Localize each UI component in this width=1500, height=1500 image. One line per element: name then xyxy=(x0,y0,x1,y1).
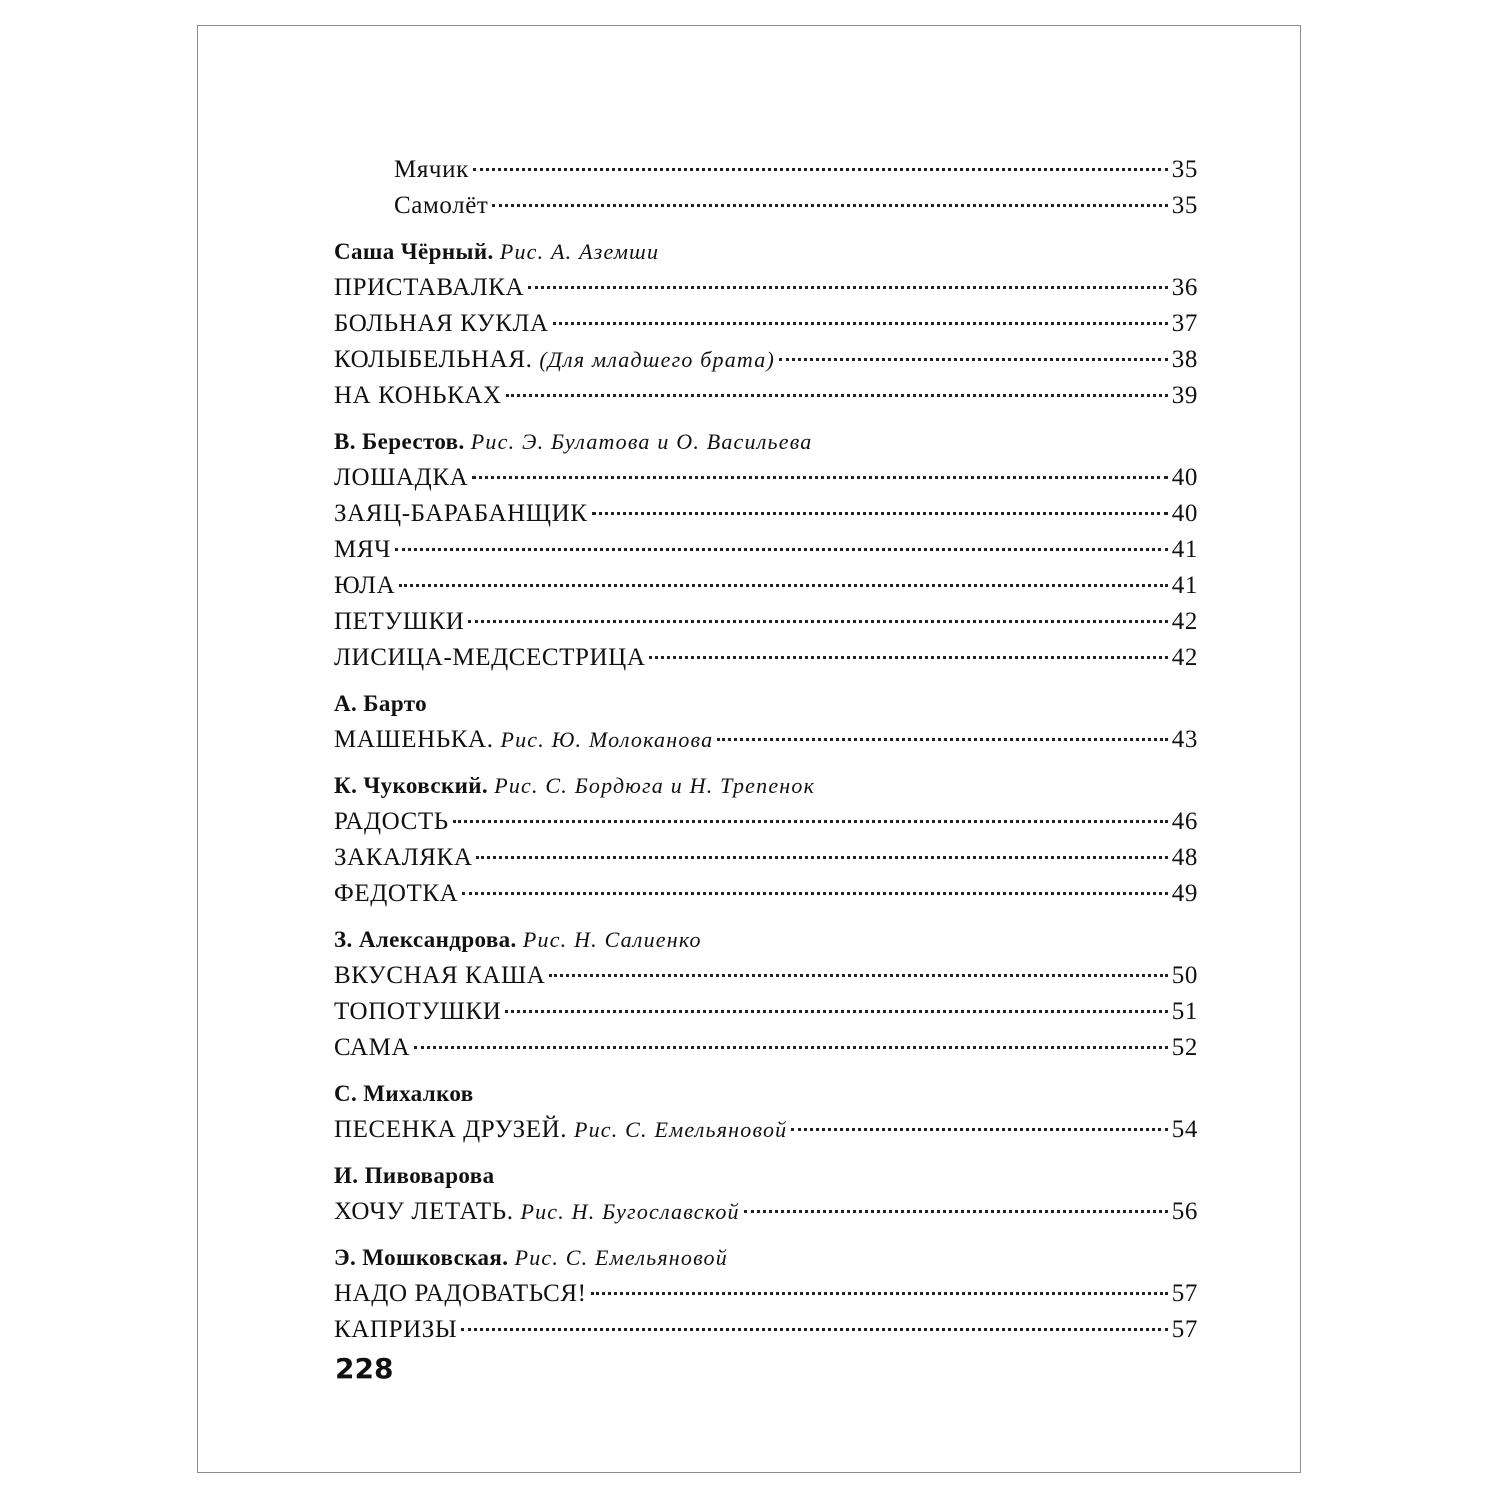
toc-section xyxy=(334,1158,1198,1230)
author-name: И. Пивоварова xyxy=(334,1163,495,1188)
toc-entry[interactable] xyxy=(334,804,1198,840)
entry-title: ЛИСИЦА-МЕДСЕСТРИЦА xyxy=(334,644,646,671)
toc-entry[interactable] xyxy=(334,568,1198,604)
entry-page: 40 xyxy=(1171,500,1198,527)
entry-page: 36 xyxy=(1171,274,1198,301)
toc-entry[interactable] xyxy=(334,722,1198,758)
author-heading xyxy=(334,686,1198,722)
page-number: 228 xyxy=(335,1352,394,1385)
author-heading xyxy=(334,768,1198,804)
author-name: А. Барто xyxy=(334,691,427,716)
dot-leader xyxy=(473,168,1168,171)
toc-section xyxy=(334,234,1198,414)
entry-page: 50 xyxy=(1171,962,1198,989)
toc-entry[interactable] xyxy=(334,188,1198,224)
entry-title: ПЕСЕНКА ДРУЗЕЙ. Рис. С. Емельяновой xyxy=(334,1116,788,1143)
toc-entry[interactable] xyxy=(334,152,1198,188)
entry-page: 42 xyxy=(1171,608,1198,635)
author-heading xyxy=(334,1076,1198,1112)
dot-leader xyxy=(549,974,1167,977)
entry-page: 35 xyxy=(1171,156,1198,183)
entry-title: ЛОШАДКА xyxy=(334,464,469,491)
dot-leader xyxy=(779,358,1168,361)
dot-leader xyxy=(462,892,1167,895)
entry-title: ТОПОТУШКИ xyxy=(334,998,502,1025)
entry-title: ВКУСНАЯ КАША xyxy=(334,962,546,989)
entry-page: 54 xyxy=(1171,1116,1198,1143)
toc-entry[interactable] xyxy=(334,994,1198,1030)
dot-leader xyxy=(649,656,1167,659)
toc-entry[interactable] xyxy=(334,840,1198,876)
toc-section xyxy=(334,152,1198,224)
dot-leader xyxy=(453,820,1168,823)
entry-page: 48 xyxy=(1171,844,1198,871)
entry-title: НА КОНЬКАХ xyxy=(334,382,502,409)
author-heading xyxy=(334,922,1198,958)
entry-page: 42 xyxy=(1171,644,1198,671)
illustrator-credit: Рис. Н. Салиенко xyxy=(522,927,702,952)
dot-leader xyxy=(414,1046,1168,1049)
table-of-contents xyxy=(334,152,1198,1348)
entry-page: 38 xyxy=(1171,346,1198,373)
entry-title: КАПРИЗЫ xyxy=(334,1316,458,1343)
entry-title: ЗАЯЦ-БАРАБАНЩИК xyxy=(334,500,588,527)
dot-leader xyxy=(476,856,1167,859)
dot-leader xyxy=(505,1010,1167,1013)
entry-page: 52 xyxy=(1171,1034,1198,1061)
toc-section xyxy=(334,424,1198,676)
entry-page: 49 xyxy=(1171,880,1198,907)
illustrator-credit: Рис. С. Емельяновой xyxy=(514,1245,728,1270)
author-heading xyxy=(334,1158,1198,1194)
entry-page: 57 xyxy=(1171,1316,1198,1343)
author-heading xyxy=(334,424,1198,460)
entry-page: 40 xyxy=(1171,464,1198,491)
toc-entry[interactable] xyxy=(334,460,1198,496)
dot-leader xyxy=(592,512,1168,515)
toc-section xyxy=(334,922,1198,1066)
dot-leader xyxy=(461,1328,1168,1331)
entry-title: РАДОСТЬ xyxy=(334,808,449,835)
entry-page: 41 xyxy=(1171,536,1198,563)
dot-leader xyxy=(528,286,1168,289)
entry-title: ФЕДОТКА xyxy=(334,880,459,907)
author-name: С. Михалков xyxy=(334,1081,474,1106)
dot-leader xyxy=(506,394,1168,397)
dot-leader xyxy=(791,1128,1167,1131)
entry-title: САМА xyxy=(334,1034,411,1061)
toc-section xyxy=(334,1240,1198,1348)
author-name: Саша Чёрный. xyxy=(334,239,494,264)
entry-title: Мячик xyxy=(394,156,469,183)
toc-section xyxy=(334,686,1198,758)
toc-entry[interactable] xyxy=(334,640,1198,676)
entry-page: 57 xyxy=(1171,1280,1198,1307)
toc-entry[interactable] xyxy=(334,306,1198,342)
author-name: В. Берестов. xyxy=(334,429,465,454)
toc-entry[interactable] xyxy=(334,1276,1198,1312)
dot-leader xyxy=(395,548,1168,551)
toc-section xyxy=(334,1076,1198,1148)
toc-entry[interactable] xyxy=(334,876,1198,912)
dot-leader xyxy=(591,1292,1168,1295)
dot-leader xyxy=(399,584,1168,587)
entry-title: МЯЧ xyxy=(334,536,391,563)
entry-page: 41 xyxy=(1171,572,1198,599)
illustrator-credit: Рис. С. Бордюга и Н. Трепенок xyxy=(494,773,816,798)
entry-title: Самолёт xyxy=(394,192,489,219)
dot-leader xyxy=(717,738,1167,741)
toc-entry[interactable] xyxy=(334,496,1198,532)
entry-title: МАШЕНЬКА. Рис. Ю. Молоканова xyxy=(334,726,714,753)
toc-entry[interactable] xyxy=(334,270,1198,306)
entry-page: 51 xyxy=(1171,998,1198,1025)
toc-section xyxy=(334,768,1198,912)
toc-entry[interactable] xyxy=(334,1194,1198,1230)
toc-entry[interactable] xyxy=(334,1312,1198,1348)
dot-leader xyxy=(744,1210,1168,1213)
entry-title: ЮЛА xyxy=(334,572,396,599)
entry-page: 56 xyxy=(1171,1198,1198,1225)
toc-entry[interactable] xyxy=(334,1030,1198,1066)
dot-leader xyxy=(492,204,1167,207)
entry-note: (Для младшего брата) xyxy=(539,347,776,372)
dot-leader xyxy=(553,322,1168,325)
entry-note: Рис. Н. Бугославской xyxy=(520,1199,740,1224)
entry-page: 39 xyxy=(1171,382,1198,409)
illustrator-credit: Рис. Э. Булатова и О. Васильева xyxy=(470,429,813,454)
author-name: К. Чуковский. xyxy=(334,773,489,798)
entry-title: ПЕТУШКИ xyxy=(334,608,465,635)
toc-entry[interactable] xyxy=(334,604,1198,640)
entry-note: Рис. С. Емельяновой xyxy=(573,1117,788,1142)
author-name: Э. Мошковская. xyxy=(334,1245,509,1270)
entry-title: ХОЧУ ЛЕТАТЬ. Рис. Н. Бугославской xyxy=(334,1198,740,1225)
entry-title: ЗАКАЛЯКА xyxy=(334,844,473,871)
author-heading xyxy=(334,1240,1198,1276)
entry-note: Рис. Ю. Молоканова xyxy=(500,727,714,752)
dot-leader xyxy=(472,476,1168,479)
toc-entry[interactable] xyxy=(334,958,1198,994)
entry-title: ПРИСТАВАЛКА xyxy=(334,274,525,301)
entry-page: 43 xyxy=(1171,726,1198,753)
entry-title: КОЛЫБЕЛЬНАЯ. (Для младшего брата) xyxy=(334,346,776,373)
illustrator-credit: Рис. А. Аземши xyxy=(499,239,660,264)
entry-title: НАДО РАДОВАТЬСЯ! xyxy=(334,1280,587,1307)
entry-page: 37 xyxy=(1171,310,1198,337)
entry-page: 46 xyxy=(1171,808,1198,835)
toc-entry[interactable] xyxy=(334,342,1198,378)
entry-page: 35 xyxy=(1171,192,1198,219)
toc-entry[interactable] xyxy=(334,378,1198,414)
dot-leader xyxy=(468,620,1167,623)
toc-entry[interactable] xyxy=(334,532,1198,568)
author-heading xyxy=(334,234,1198,270)
entry-title: БОЛЬНАЯ КУКЛА xyxy=(334,310,549,337)
toc-entry[interactable] xyxy=(334,1112,1198,1148)
author-name: З. Александрова. xyxy=(334,927,517,952)
